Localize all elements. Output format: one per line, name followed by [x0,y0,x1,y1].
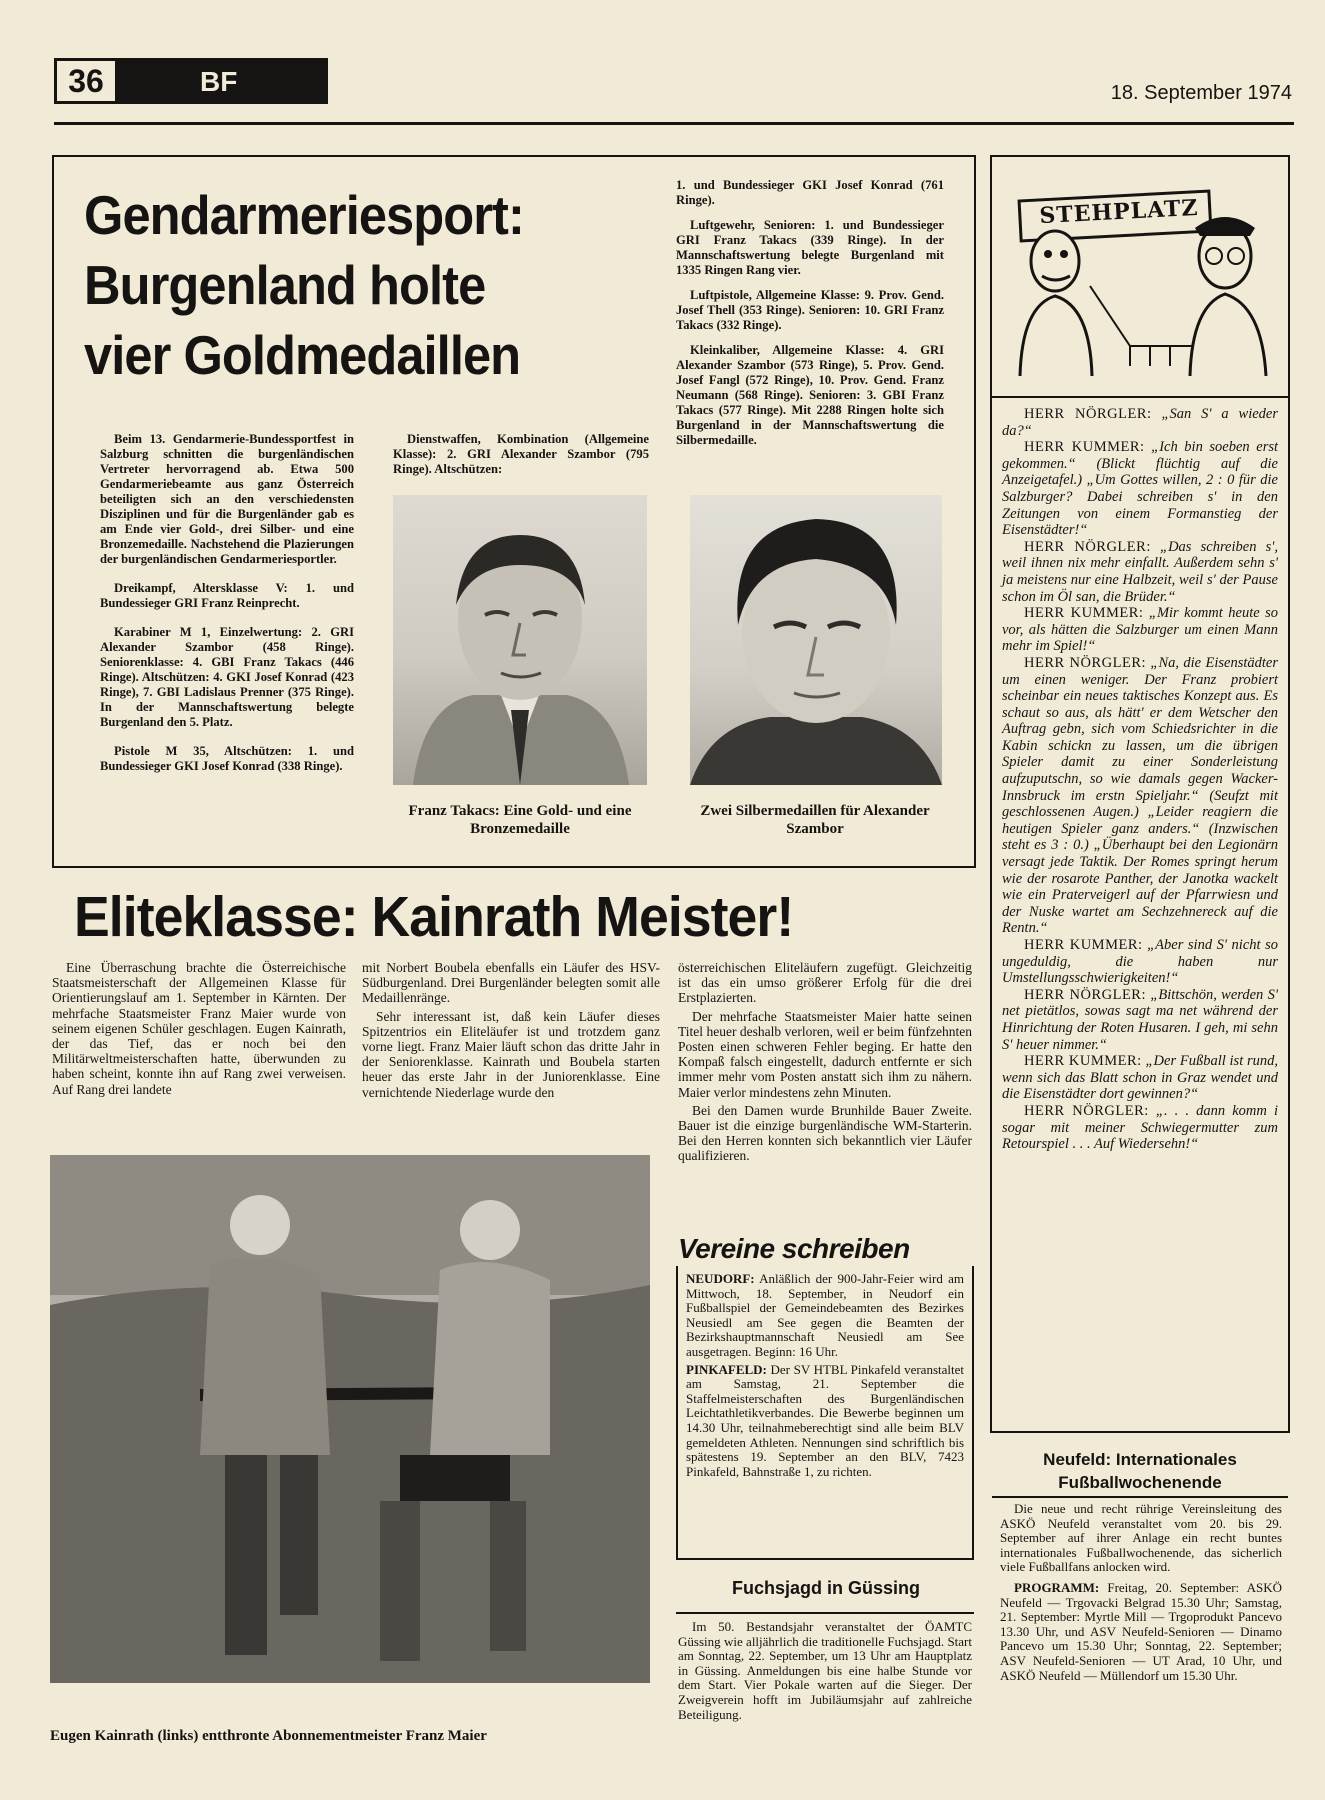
dialog-speaker: HERR KUMMER: [1024,937,1143,953]
neufeld-program [1000,1581,1282,1683]
dialog-line [1002,655,1278,937]
dialog-speaker: HERR NÖRGLER: [1024,654,1147,671]
story2-paragraph: Sehr interessant ist, daß kein Läufer dieses Spitzentrios ein Eliteläufer ist und trotzdem ganz vorne liegt. Franz Maier läuft schon das dritte Jahr in der Seniorenklasse. Kainrath und Boubela starten heuer das erste Jahr in der Juniorenklasse. Eine vernichtende Niederlage wurde den [362,1008,660,1100]
headline-line-3: vier Goldmedaillen [84,324,521,386]
neufeld-title: Neufeld: Internationales Fußballwochenende [1043,1450,1237,1492]
dialog-speaker: HERR NÖRGLER: [1024,986,1147,1003]
story-eliteklasse-col1 [52,960,346,1100]
portrait-icon [690,495,942,785]
vereine-item [686,1363,964,1480]
dialog-text: „Das schreiben s', weil ihnen nix mehr einfallt. Außerdem sehn s' ja meistens nur eine Halbzeit, weil s' der Pause schon im Öl san, die Brüder.“ [1002,538,1278,605]
dialog-text: „Ich bin soeben erst gekommen.“ (Blickt flüchtig auf die Anzeigetafel.) „Um Gottes willen, 2 : 0 für die Salzburger? Dabei schreiben s' in den Zeitungen von einem Formanstieg der Eisenstädter!“ [1002,439,1279,539]
story2-paragraph: mit Norbert Boubela ebenfalls ein Läufer des HSV-Südburgenland. Drei Burgenländer belegten somit alle Medaillenränge. [362,960,660,1006]
page-header [54,58,1294,118]
dialog-line [1002,539,1278,605]
stehplatz-rule [992,396,1288,398]
dialog-text: „. . . dann komm i sogar mit meiner Schwiegermutter zum Retourspiel . . . Auf Wiedersehn!“ [1002,1102,1279,1153]
result-konrad: 1. und Bundessieger GKI Josef Konrad (761 Ringe). [676,178,944,207]
vereine-item-text: Der SV HTBL Pinkafeld veranstaltet am Samstag, 21. September die Staffelmeisterschaften des Burgenländischen Leichtathletikverbandes. Die Bewerbe beginnen um 14.30 Uhr, teilnahmeberechtigt sind alle beim BLV gemeldeten Athleten. Nennungen sind schriftlich bis spätestens 19. September an den BLV, 7423 Pinkafeld, Bahnstraße 1, zu richten. [686,1361,964,1479]
fuchsjagd-title: Fuchsjagd in Güssing [731,1578,920,1598]
story-gendarmerie-col2 [393,432,649,480]
story-eliteklasse-col2 [362,960,660,1103]
story2-paragraph: Eine Überraschung brachte die Österreichische Staatsmeisterschaft der Allgemeinen Klasse für Orientierungslauf am 1. September in Kärnten. Der mehrfache Staatsmeister Franz Maier wurde von seinem eigenen Schüler geschlagen. Eugen Kainrath, der das Tief, das er noch bei den Militärweltmeisterschaften hatte, überwunden zu haben scheint, konnte ihn auf Rang zwei verweisen. Auf Rang drei landete [52,960,346,1097]
story-intro: Beim 13. Gendarmerie-Bundessportfest in Salzburg schnitten die burgenländischen Vertreter hervorragend ab. Etwa 500 Gendarmeriebeamte aus ganz Österreich beteiligten sich an den verschiedensten Disziplinen und für die Burgenländer gab es am Ende vier Gold-, drei Silber- und eine Bronzemedaille. Nachstehend die Plazierungen der burgenländischen Gendarmeriesportler. [100,432,354,566]
result-dreikampf: Dreikampf, Altersklasse V: 1. und Bundessieger GRI Franz Reinprecht. [100,581,354,610]
story2-paragraph: Bei den Damen wurde Brunhilde Bauer Zweite. Bauer ist die einzige burgenländische WM-Starterin. Bei den Herren konnten sich bekanntlich vier Läufer qualifizieren. [678,1102,972,1164]
story-gendarmerie-headline [84,180,618,390]
header-date: 18. September 1974 [1110,82,1292,104]
dialog-line [1002,439,1278,539]
neufeld-paragraph: Die neue und recht rührige Vereinsleitung des ASKÖ Neufeld veranstaltet vom 20. bis 29. September auf ihrer Anlage ein recht buntes internationales Fußballwochenende, das sicherlich viele Fußballfans anlocken wird. [1000,1501,1282,1575]
dialog-speaker: HERR KUMMER: [1024,439,1145,456]
runners-icon [50,1155,650,1683]
dialog-line [1002,1053,1278,1103]
dialog-speaker: HERR KUMMER: [1024,1053,1142,1070]
dialog-line [1002,987,1278,1053]
dialog-speaker: HERR KUMMER: [1024,605,1144,622]
stehplatz-dialog [1002,406,1278,1153]
result-dienstwaffen: Dienstwaffen, Kombination (Allgemeine Klasse): 2. GRI Alexander Szambor (795 Ringe). Altschützen: [393,432,649,476]
dialog-text: „Na, die Eisenstädter um einen weniger. Der Franz probiert scheinbar ein neues taktisches Konzept aus. Es schaut so aus, als hätt' er dem Wetscher den Auftrag gebn, sich vom Schiedsrichter in die Kabin schickn zu lassen, um die übrigen Spieler damit zu einer Sonderleistung aufzuputschn, so wie damals gegen Wacker-Innsbruck im erstn Spieljahr.“ (Seufzt mit geschlossenen Augen.) „Leider reagiern die heutigen Spieler ganz anders.“ (Inzwischen steht es 3 : 0.) „Überhaupt bei den Legionärn versagt jede Taktik. Der Romes springt herum wie der rosarote Panther, der Janotka wackelt wie ein Praterveigerl auf der Pfarrwiesn und der Nuske wartet am Sechzehnereck auf die Rentn.“ [1002,654,1278,937]
stehplatz-cartoon [1000,166,1280,376]
section-label: BF [200,66,238,97]
photo3-caption: Eugen Kainrath (links) entthronte Abonnementmeister Franz Maier [50,1728,487,1744]
photo1-caption: Franz Takacs: Eine Gold- und eine Bronzemedaille [408,803,632,837]
dialog-line [1002,605,1278,655]
photo-orienteering-runners [50,1155,650,1683]
dialog-speaker: HERR NÖRGLER: [1024,538,1151,555]
dialog-speaker: HERR NÖRGLER: [1024,1102,1149,1119]
result-kleinkaliber: Kleinkaliber, Allgemeine Klasse: 4. GRI Alexander Szambor (573 Ringe), 5. Prov. Gend. Josef Fangl (572 Ringe), 10. Prov. Gend. Franz Neumann (568 Ringe). Senioren: 3. GBI Franz Takacs (577 Ringe). Mit 2288 Ringen holte sich Burgenland in der Mannschaftswertung die Silbermedaille. [676,343,944,447]
photo-franz-takacs [393,495,647,785]
result-pistole: Pistole M 35, Altschützen: 1. und Bundessieger GKI Josef Konrad (338 Ringe). [100,744,354,773]
dialog-line [1002,937,1278,987]
vereine-title: Vereine schreiben [678,1233,910,1264]
dialog-text: „Aber sind S' nicht so ungeduldig, die haben nur Umstellungsschwierigkeiten!“ [1002,937,1278,987]
result-karabiner: Karabiner M 1, Einzelwertung: 2. GRI Alexander Szambor (458 Ringe). Seniorenklasse: 4. GBI Franz Takacs (446 Ringe). Altschützen: 4. GKI Josef Konrad (423 Ringe), 7. GBI Ladislaus Prenner (375 Ringe). In der Mannschaftswertung belegte Burgenland den 5. Platz. [100,625,354,729]
neufeld-rule [992,1496,1288,1498]
vereine-place: NEUDORF: [686,1271,755,1286]
headline-line-1: Gendarmeriesport: [84,184,524,246]
portrait-icon [393,495,647,785]
photo2-caption: Zwei Silbermedaillen für Alexander Szambor [700,803,930,837]
vereine-item [686,1272,964,1360]
story-eliteklasse-headline: Eliteklasse: Kainrath Meister! [74,885,794,949]
story-gendarmerie-col3 [676,178,944,451]
neufeld-program-text: Freitag, 20. September: ASKÖ Neufeld — Trgovacki Belgrad 15.30 Uhr; Samstag, 21. September: Myrtle Mill — Trgoprodukt Pancevo 13.30 Uhr, und ASV Neufeld-Senioren — Dinamo Pancevo um 15.30 Uhr; Sonntag, 22. September; ASV Neufeld-Senioren — UT Arad, 10 Uhr, und ASKÖ Neufeld — Müllendorf um 15.30 Uhr. [1000,1579,1282,1683]
dialog-line [1002,406,1278,439]
headline-line-2: Burgenland holte [84,254,486,316]
story2-paragraph: Der mehrfache Staatsmeister Maier hatte seinen Titel heuer deshalb verloren, weil er beim fünfzehnten Posten einen schweren Fehler beging. Er hatte den Kompaß falsch eingestellt, dadurch entfernte er sich immer mehr vom Posten anstatt sich ihm zu nähern. Maier verlor mindestens zehn Minuten. [678,1008,972,1100]
dialog-speaker: HERR NÖRGLER: [1024,406,1152,422]
header-rule [54,122,1294,125]
dialog-line [1002,1103,1278,1153]
result-luftgewehr: Luftgewehr, Senioren: 1. und Bundessieger GRI Franz Takacs (339 Ringe). In der Mannschaftswertung belegte Burgenland mit 1335 Ringen Rang vier. [676,218,944,277]
neufeld-program-label: PROGRAMM: [1014,1579,1100,1595]
dialog-text: „San S' a wieder da?“ [1002,406,1278,439]
fuchsjagd-text: Im 50. Bestandsjahr veranstaltet der ÖAMTC Güssing wie alljährlich die traditionelle Fuchsjagd. Start am Sonntag, 22. September, um 13 Uhr am Hauptplatz in Güssing. Anmeldungen bis eine halbe Stunde vor dem Start. Vier Pokale warten auf die Sieger. Der Zweigverein hofft im Jubiläumsjahr auf zahlreiche Beteiligung. [678,1619,972,1722]
dialog-text: „Mir kommt heute so vor, als hätten die Salzburger um einen Mann mehr im Spiel!“ [1002,605,1278,655]
story2-paragraph: österreichischen Eliteläufern zugefügt. Gleichzeitig ist das ein umso größerer Erfolg für die drei Erstplazierten. [678,960,972,1006]
dialog-text: „Bittschön, werden S' net pietätlos, sowas sagt ma net während der Hinrichtung der Roten Husaren. I geh, mi sehn S' heuer nimmer.“ [1002,986,1278,1053]
vereine-item-text: Anläßlich der 900-Jahr-Feier wird am Mittwoch, 18. September, in Neudorf ein Fußballspiel der Gemeindebeamten des Bezirkes Neusiedl am See gegen die Beamten der Bezirkshauptmannschaft Neusiedl am See ausgetragen. Beginn: 16 Uhr. [686,1271,964,1359]
result-luftpistole: Luftpistole, Allgemeine Klasse: 9. Prov. Gend. Josef Thell (353 Ringe). Senioren: 10. GRI Franz Takacs (332 Ringe). [676,288,944,332]
story-gendarmerie-col1 [100,432,354,777]
vereine-place: PINKAFELD: [686,1361,767,1377]
photo-alexander-szambor [690,495,942,785]
dialog-text: „Der Fußball ist rund, wenn sich das Blatt schon in Graz wendet und die Eisenstädter dort gewinnen?“ [1002,1053,1278,1103]
fuchsjagd-rule [676,1612,974,1614]
stehplatz-logo-text: STEHPLATZ [1038,194,1200,230]
page-number: 36 [68,63,104,99]
neufeld-text [1000,1502,1282,1686]
vereine-text [686,1272,964,1482]
story-eliteklasse-col3 [678,960,972,1167]
